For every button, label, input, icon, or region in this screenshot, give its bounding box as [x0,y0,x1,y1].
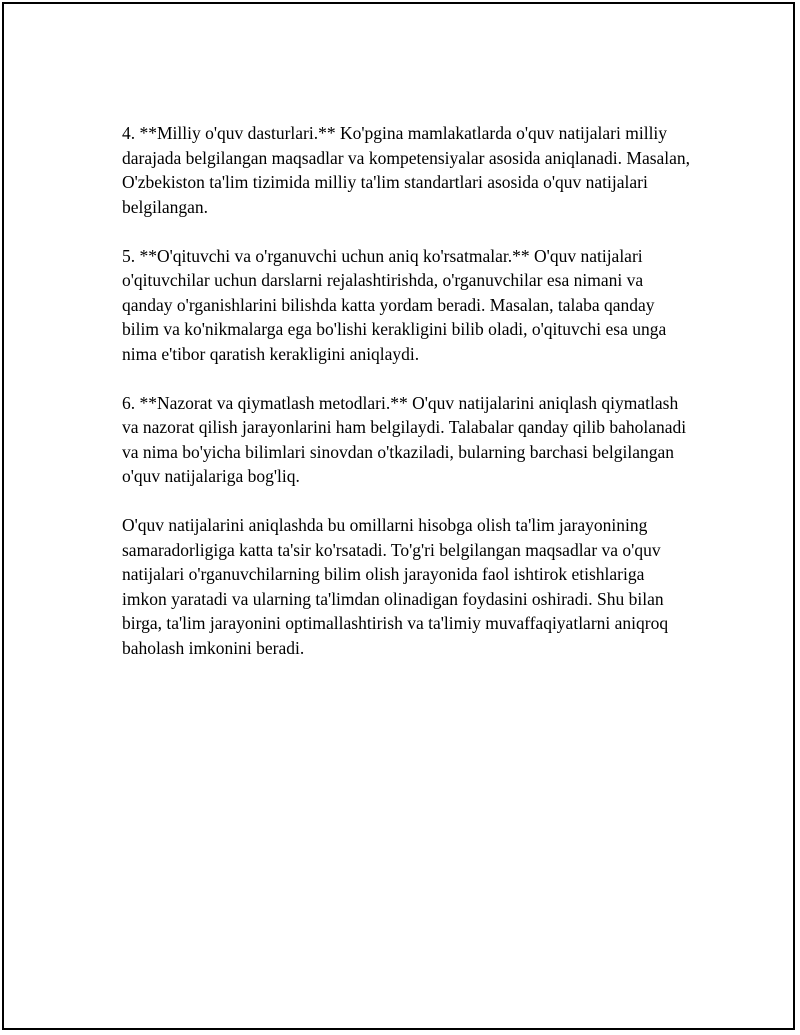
paragraph-nazorat-metodlari: 6. **Nazorat va qiymatlash metodlari.** O'quv natijalarini aniqlash qiymatlash va nazorat qilish jarayonlarini ham belgilaydi. Talabalar qanday qilib baholanadi va nima bo'yicha bilimlari sinovdan o'tkaziladi, bularning barchasi belgilangan o'quv natijalariga bog'liq. [122,392,687,486]
paragraph-milliy-oquv-dasturlari: 4. **Milliy o'quv dasturlari.** Ko'pgina mamlakatlarda o'quv natijalari milliy darajada belgilangan maqsadlar va kompetensiyalar asosida aniqlanadi. Masalan, O'zbekiston ta'lim tizimida milliy ta'lim standartlari asosida o'quv natijalari belgilangan. [122,123,691,217]
page-frame [2,2,795,1030]
paragraph-conclusion: O'quv natijalarini aniqlashda bu omillarni hisobga olish ta'lim jarayonining samaradorligiga katta ta'sir ko'rsatadi. To'g'ri belgilangan maqsadlar va o'quv natijalari o'rganuvchilarning bilim olish jarayonida faol ishtirok etishlariga imkon yaratadi va ularning ta'limdan olinadigan foydasini oshiradi. Shu bilan birga, ta'lim jarayonini optimallashtirish va ta'limiy muvaffaqiyatlarni aniqroq baholash imkonini beradi. [122,515,669,658]
paragraph-aniq-korsatmalar: 5. **O'qituvchi va o'rganuvchi uchun aniq ko'rsatmalar.** O'quv natijalari o'qituvchilar uchun darslarni rejalashtirishda, o'rganuvchilar esa nimani va qanday o'rganishlarini bilishda katta yordam beradi. Masalan, talaba qanday bilim va ko'nikmalarga ega bo'lishi kerakligini bilib oladi, o'qituvchi esa unga nima e'tibor qaratish kerakligini aniqlaydi. [122,245,667,364]
document-body [122,121,692,685]
